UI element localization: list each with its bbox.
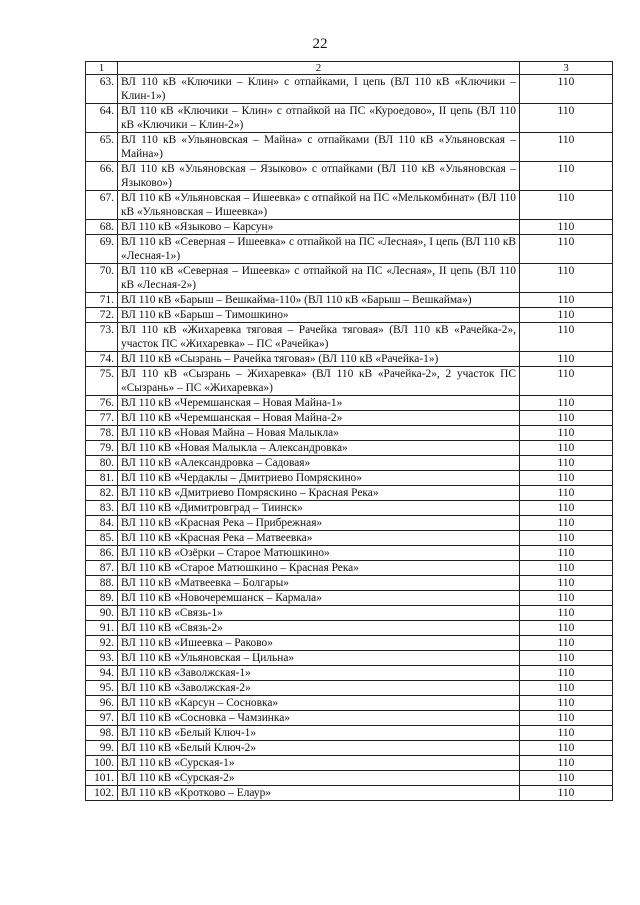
row-number: 72.: [86, 308, 118, 323]
voltage-value: 110: [520, 516, 613, 531]
voltage-value: 110: [520, 756, 613, 771]
row-number: 96.: [86, 696, 118, 711]
row-number: 79.: [86, 441, 118, 456]
table-row: [86, 666, 613, 681]
voltage-value: 110: [520, 264, 613, 293]
table-row: [86, 711, 613, 726]
row-number: 64.: [86, 104, 118, 133]
line-description: ВЛ 110 кВ «Ключики – Клин» с отпайками, I цепь (ВЛ 110 кВ «Ключики – Клин-1»): [118, 75, 520, 104]
voltage-value: 110: [520, 576, 613, 591]
line-description: ВЛ 110 кВ «Заволжская-1»: [118, 666, 520, 681]
header-col-2: 2: [118, 62, 520, 75]
row-number: 75.: [86, 367, 118, 396]
line-description: ВЛ 110 кВ «Ульяновская – Ишеевка» с отпайкой на ПС «Мелькомбинат» (ВЛ 110 кВ «Ульяновская – Ишеевка»): [118, 191, 520, 220]
line-description: ВЛ 110 кВ «Новочеремшанск – Кармала»: [118, 591, 520, 606]
line-description: ВЛ 110 кВ «Белый Ключ-1»: [118, 726, 520, 741]
row-number: 78.: [86, 426, 118, 441]
table-row: [86, 220, 613, 235]
row-number: 101.: [86, 771, 118, 786]
line-description: ВЛ 110 кВ «Заволжская-2»: [118, 681, 520, 696]
voltage-value: 110: [520, 75, 613, 104]
line-description: ВЛ 110 кВ «Ульяновская – Цильна»: [118, 651, 520, 666]
row-number: 97.: [86, 711, 118, 726]
table-row: [86, 561, 613, 576]
row-number: 81.: [86, 471, 118, 486]
line-description: ВЛ 110 кВ «Северная – Ишеевка» с отпайкой на ПС «Лесная», II цепь (ВЛ 110 кВ «Лесная-2»): [118, 264, 520, 293]
line-description: ВЛ 110 кВ «Красная Река – Матвеевка»: [118, 531, 520, 546]
line-description: ВЛ 110 кВ «Озёрки – Старое Матюшкино»: [118, 546, 520, 561]
table-row: [86, 576, 613, 591]
table-row: [86, 367, 613, 396]
table-row: [86, 606, 613, 621]
voltage-value: 110: [520, 308, 613, 323]
voltage-value: 110: [520, 681, 613, 696]
table-row: [86, 396, 613, 411]
voltage-value: 110: [520, 486, 613, 501]
voltage-value: 110: [520, 711, 613, 726]
voltage-value: 110: [520, 162, 613, 191]
voltage-value: 110: [520, 621, 613, 636]
table-row: [86, 786, 613, 801]
row-number: 73.: [86, 323, 118, 352]
table-row: [86, 696, 613, 711]
voltage-value: 110: [520, 323, 613, 352]
line-description: ВЛ 110 кВ «Старое Матюшкино – Красная Река»: [118, 561, 520, 576]
row-number: 71.: [86, 293, 118, 308]
table-row: [86, 471, 613, 486]
line-description: ВЛ 110 кВ «Чердаклы – Дмитриево Помряскино»: [118, 471, 520, 486]
voltage-value: 110: [520, 411, 613, 426]
table-row: [86, 293, 613, 308]
line-description: ВЛ 110 кВ «Северная – Ишеевка» с отпайкой на ПС «Лесная», I цепь (ВЛ 110 кВ «Лесная-1»): [118, 235, 520, 264]
table-row: [86, 756, 613, 771]
row-number: 69.: [86, 235, 118, 264]
table-row: [86, 104, 613, 133]
voltage-value: 110: [520, 104, 613, 133]
row-number: 87.: [86, 561, 118, 576]
voltage-value: 110: [520, 666, 613, 681]
table-row: [86, 323, 613, 352]
table-row: [86, 456, 613, 471]
table-row: [86, 352, 613, 367]
voltage-value: 110: [520, 441, 613, 456]
voltage-value: 110: [520, 696, 613, 711]
voltage-value: 110: [520, 636, 613, 651]
row-number: 94.: [86, 666, 118, 681]
row-number: 65.: [86, 133, 118, 162]
row-number: 93.: [86, 651, 118, 666]
row-number: 85.: [86, 531, 118, 546]
table-row: [86, 411, 613, 426]
line-description: ВЛ 110 кВ «Сызрань – Рачейка тяговая» (ВЛ 110 кВ «Рачейка-1»): [118, 352, 520, 367]
voltage-value: 110: [520, 235, 613, 264]
voltage-value: 110: [520, 396, 613, 411]
table-row: [86, 486, 613, 501]
table-body: [86, 75, 613, 801]
table-row: [86, 726, 613, 741]
voltage-value: 110: [520, 501, 613, 516]
line-description: ВЛ 110 кВ «Сосновка – Чамзинка»: [118, 711, 520, 726]
voltage-value: 110: [520, 771, 613, 786]
line-description: ВЛ 110 кВ «Александровка – Садовая»: [118, 456, 520, 471]
line-description: ВЛ 110 кВ «Карсун – Сосновка»: [118, 696, 520, 711]
line-description: ВЛ 110 кВ «Ульяновская – Языково» с отпайками (ВЛ 110 кВ «Ульяновская – Языково»): [118, 162, 520, 191]
table-row: [86, 651, 613, 666]
line-description: ВЛ 110 кВ «Ишеевка – Раково»: [118, 636, 520, 651]
voltage-value: 110: [520, 531, 613, 546]
line-description: ВЛ 110 кВ «Сурская-2»: [118, 771, 520, 786]
row-number: 66.: [86, 162, 118, 191]
row-number: 80.: [86, 456, 118, 471]
voltage-value: 110: [520, 471, 613, 486]
line-description: ВЛ 110 кВ «Связь-2»: [118, 621, 520, 636]
table-row: [86, 441, 613, 456]
table-row: [86, 308, 613, 323]
table-row: [86, 75, 613, 104]
voltage-value: 110: [520, 651, 613, 666]
table-row: [86, 426, 613, 441]
voltage-value: 110: [520, 591, 613, 606]
table-row: [86, 162, 613, 191]
line-description: ВЛ 110 кВ «Черемшанская – Новая Майна-2»: [118, 411, 520, 426]
voltage-value: 110: [520, 546, 613, 561]
line-description: ВЛ 110 кВ «Жихаревка тяговая – Рачейка тяговая» (ВЛ 110 кВ «Рачейка-2», участок ПС «Жихаревка» – ПС «Рачейка»): [118, 323, 520, 352]
table-header-row: [86, 62, 613, 75]
line-description: ВЛ 110 кВ «Барыш – Тимошкино»: [118, 308, 520, 323]
voltage-value: 110: [520, 561, 613, 576]
voltage-value: 110: [520, 220, 613, 235]
row-number: 77.: [86, 411, 118, 426]
row-number: 91.: [86, 621, 118, 636]
table-row: [86, 264, 613, 293]
row-number: 82.: [86, 486, 118, 501]
row-number: 70.: [86, 264, 118, 293]
voltage-value: 110: [520, 191, 613, 220]
voltage-value: 110: [520, 367, 613, 396]
row-number: 67.: [86, 191, 118, 220]
table-row: [86, 636, 613, 651]
header-col-3: 3: [520, 62, 613, 75]
line-description: ВЛ 110 кВ «Связь-1»: [118, 606, 520, 621]
table-row: [86, 235, 613, 264]
page-number: 22: [312, 36, 328, 52]
voltage-value: 110: [520, 726, 613, 741]
table-row: [86, 621, 613, 636]
line-description: ВЛ 110 кВ «Красная Река – Прибрежная»: [118, 516, 520, 531]
voltage-value: 110: [520, 352, 613, 367]
voltage-value: 110: [520, 133, 613, 162]
table-row: [86, 531, 613, 546]
table-row: [86, 516, 613, 531]
table-row: [86, 681, 613, 696]
line-description: ВЛ 110 кВ «Барыш – Вешкайма-110» (ВЛ 110 кВ «Барыш – Вешкайма»): [118, 293, 520, 308]
table-row: [86, 501, 613, 516]
row-number: 88.: [86, 576, 118, 591]
row-number: 84.: [86, 516, 118, 531]
line-description: ВЛ 110 кВ «Ключики – Клин» с отпайкой на ПС «Куроедово», II цепь (ВЛ 110 кВ «Ключики – Клин-2»): [118, 104, 520, 133]
row-number: 63.: [86, 75, 118, 104]
row-number: 100.: [86, 756, 118, 771]
row-number: 99.: [86, 741, 118, 756]
table-row: [86, 133, 613, 162]
voltage-value: 110: [520, 606, 613, 621]
voltage-value: 110: [520, 741, 613, 756]
row-number: 86.: [86, 546, 118, 561]
transmission-lines-table: [85, 61, 613, 801]
row-number: 90.: [86, 606, 118, 621]
row-number: 68.: [86, 220, 118, 235]
row-number: 95.: [86, 681, 118, 696]
line-description: ВЛ 110 кВ «Матвеевка – Болгары»: [118, 576, 520, 591]
line-description: ВЛ 110 кВ «Языково – Карсун»: [118, 220, 520, 235]
line-description: ВЛ 110 кВ «Сурская-1»: [118, 756, 520, 771]
voltage-value: 110: [520, 456, 613, 471]
row-number: 89.: [86, 591, 118, 606]
line-description: ВЛ 110 кВ «Новая Малыкла – Александровка»: [118, 441, 520, 456]
row-number: 74.: [86, 352, 118, 367]
row-number: 83.: [86, 501, 118, 516]
table-row: [86, 741, 613, 756]
table-row: [86, 591, 613, 606]
line-description: ВЛ 110 кВ «Сызрань – Жихаревка» (ВЛ 110 кВ «Рачейка-2», 2 участок ПС «Сызрань» – ПС «Жихаревка»): [118, 367, 520, 396]
line-description: ВЛ 110 кВ «Дмитриево Помряскино – Красная Река»: [118, 486, 520, 501]
row-number: 92.: [86, 636, 118, 651]
row-number: 98.: [86, 726, 118, 741]
line-description: ВЛ 110 кВ «Кротково – Елаур»: [118, 786, 520, 801]
header-col-1: 1: [86, 62, 118, 75]
row-number: 76.: [86, 396, 118, 411]
table-row: [86, 191, 613, 220]
line-description: ВЛ 110 кВ «Ульяновская – Майна» с отпайками (ВЛ 110 кВ «Ульяновская – Майна»): [118, 133, 520, 162]
table-row: [86, 546, 613, 561]
line-description: ВЛ 110 кВ «Димитровград – Тиинск»: [118, 501, 520, 516]
voltage-value: 110: [520, 786, 613, 801]
table-row: [86, 771, 613, 786]
line-description: ВЛ 110 кВ «Новая Майна – Новая Малыкла»: [118, 426, 520, 441]
line-description: ВЛ 110 кВ «Черемшанская – Новая Майна-1»: [118, 396, 520, 411]
voltage-value: 110: [520, 426, 613, 441]
voltage-value: 110: [520, 293, 613, 308]
row-number: 102.: [86, 786, 118, 801]
line-description: ВЛ 110 кВ «Белый Ключ-2»: [118, 741, 520, 756]
